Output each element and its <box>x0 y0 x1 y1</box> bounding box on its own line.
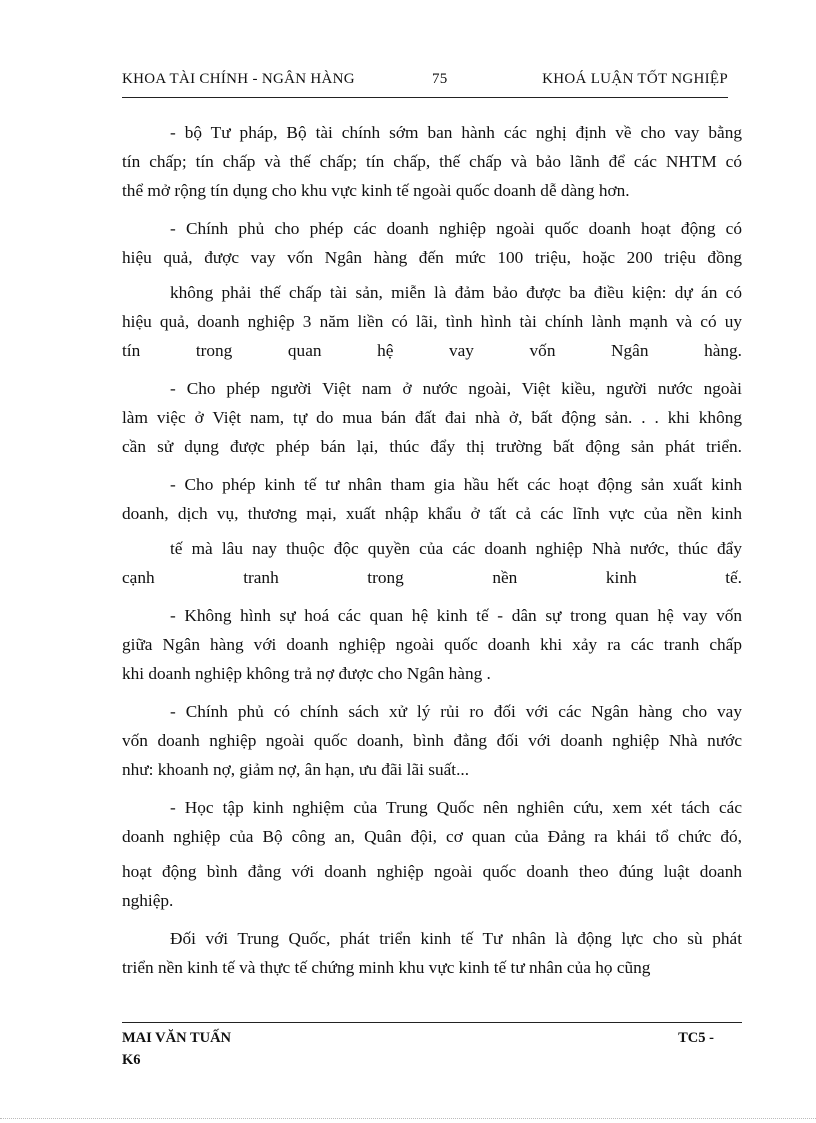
header-divider <box>122 97 728 98</box>
text-line: cần sử dụng được phép bán lại, thúc đẩy thị trường bất động sản phát triển. <box>122 437 742 456</box>
text-line: tế mà lâu nay thuộc độc quyền của các doanh nghiệp Nhà nước, thúc đẩy <box>170 539 742 558</box>
text-line: cạnh tranh trong nền kinh tế. <box>122 568 742 587</box>
text-line: như: khoanh nợ, giảm nợ, ân hạn, ưu đãi lãi suất... <box>122 760 470 779</box>
page-number: 75 <box>432 71 448 87</box>
text-line: hiệu quả, doanh nghiệp 3 năm liền có lãi, tình hình tài chính lành mạnh và có uy <box>122 312 742 331</box>
text-line: - Không hình sự hoá các quan hệ kinh tế - dân sự trong quan hệ vay vốn <box>170 606 742 625</box>
paragraph-7 <box>122 601 742 688</box>
paragraph-10 <box>122 857 742 915</box>
page-header <box>122 68 728 94</box>
text-line: - bộ Tư pháp, Bộ tài chính sớm ban hành các nghị định về cho vay bằng <box>170 123 742 142</box>
text-line: - Chính phủ cho phép các doanh nghiệp ngoài quốc doanh hoạt động có <box>170 219 742 238</box>
text-line: khi doanh nghiệp không trả nợ được cho Ngân hàng . <box>122 664 491 683</box>
footer-class-code: TC5 - <box>678 1030 714 1046</box>
footer-author: MAI VĂN TUẤN <box>122 1030 232 1046</box>
document-body <box>122 118 742 982</box>
paragraph-11 <box>122 924 742 982</box>
text-line: doanh, dịch vụ, thương mại, xuất nhập khẩu ở tất cả các lĩnh vực của nền kinh <box>122 504 742 523</box>
text-line: hiệu quả, được vay vốn Ngân hàng đến mức 100 triệu, hoặc 200 triệu đồng <box>122 248 742 267</box>
footer-class-suffix: K6 <box>122 1052 141 1068</box>
text-line: hoạt động bình đẳng với doanh nghiệp ngoài quốc doanh theo đúng luật doanh <box>122 862 742 881</box>
paragraph-9 <box>122 793 742 851</box>
paragraph-3 <box>122 278 742 365</box>
text-line: - Cho phép người Việt nam ở nước ngoài, Việt kiều, người nước ngoài <box>170 379 742 398</box>
page-edge-divider <box>0 1118 816 1119</box>
text-line: - Chính phủ có chính sách xử lý rủi ro đối với các Ngân hàng cho vay <box>170 702 742 721</box>
paragraph-4 <box>122 374 742 461</box>
text-line: thể mở rộng tín dụng cho khu vực kinh tế ngoài quốc doanh dễ dàng hơn. <box>122 181 630 200</box>
text-line: - Học tập kinh nghiệm của Trung Quốc nên nghiên cứu, xem xét tách các <box>170 798 742 817</box>
text-line: tín trong quan hệ vay vốn Ngân hàng. <box>122 341 742 360</box>
text-line: nghiệp. <box>122 891 174 910</box>
text-line: giữa Ngân hàng với doanh nghiệp ngoài quốc doanh khi xảy ra các tranh chấp <box>122 635 742 654</box>
text-line: - Cho phép kinh tế tư nhân tham gia hầu hết các hoạt động sản xuất kinh <box>170 475 742 494</box>
text-line: tín chấp; tín chấp và thế chấp; tín chấp, thế chấp và bảo lãnh để các NHTM có <box>122 152 742 171</box>
text-line: vốn doanh nghiệp ngoài quốc doanh, bình đẳng đối với doanh nghiệp Nhà nước <box>122 731 742 750</box>
header-thesis-title: KHOÁ LUẬN TỐT NGHIỆP <box>542 71 728 87</box>
paragraph-6 <box>122 534 742 592</box>
text-line: triển nền kinh tế và thực tế chứng minh khu vực kinh tế tư nhân của họ cũng <box>122 958 651 977</box>
text-line: Đối với Trung Quốc, phát triển kinh tế Tư nhân là động lực cho sù phát <box>170 929 742 948</box>
text-line: làm việc ở Việt nam, tự do mua bán đất đai nhà ở, bất động sản. . . khi không <box>122 408 742 427</box>
footer-divider <box>122 1022 742 1023</box>
paragraph-5 <box>122 470 742 528</box>
paragraph-8 <box>122 697 742 784</box>
header-faculty: KHOA TÀI CHÍNH - NGÂN HÀNG <box>122 71 355 87</box>
text-line: doanh nghiệp của Bộ công an, Quân đội, cơ quan của Đảng ra khái tổ chức đó, <box>122 827 742 846</box>
paragraph-1 <box>122 118 742 205</box>
text-line: không phải thế chấp tài sản, miễn là đảm bảo được ba điều kiện: dự án có <box>170 283 742 302</box>
paragraph-2 <box>122 214 742 272</box>
